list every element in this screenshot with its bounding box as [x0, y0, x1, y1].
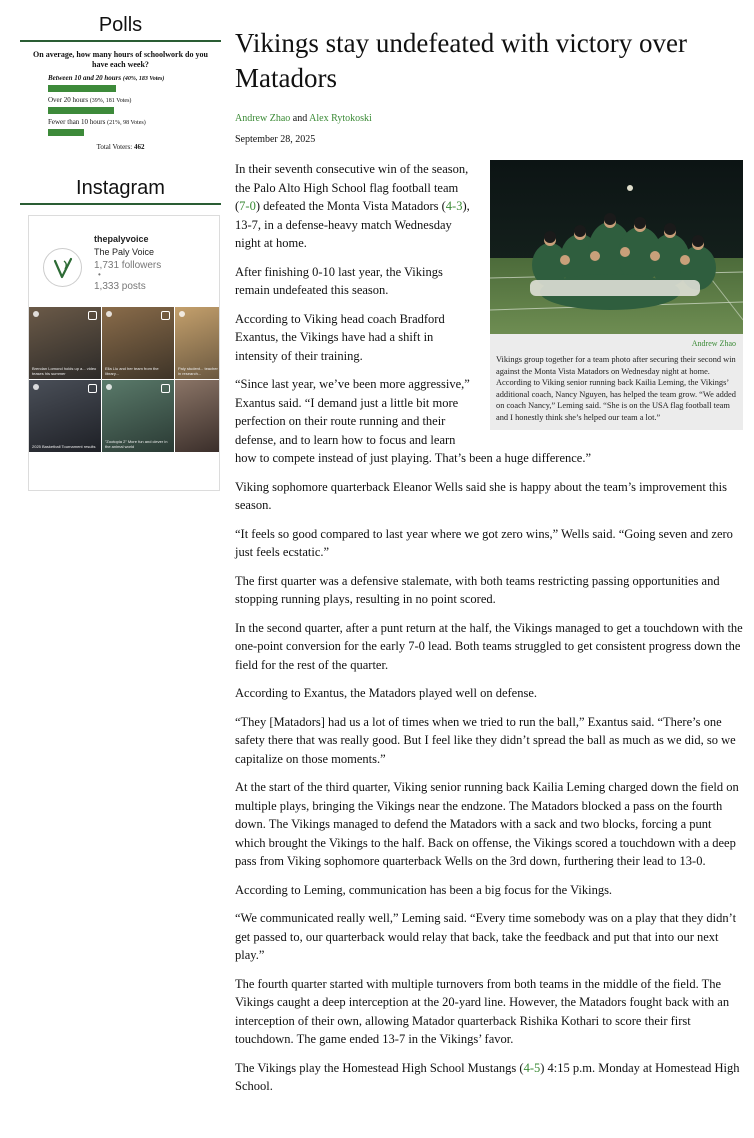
poll-answer	[48, 118, 215, 136]
instagram-posts: 1,333 posts	[94, 281, 146, 292]
lead-text: ), 13-7, in a defense-heavy match Wednesday night at home.	[235, 199, 470, 250]
closing-paragraph	[235, 1059, 743, 1096]
instagram-corner-logo-icon	[179, 311, 185, 317]
instagram-post-tile[interactable]	[102, 307, 174, 379]
team-record-link[interactable]: 4-3	[445, 199, 463, 213]
poll-question: On average, how many hours of schoolwork do you have each week?	[33, 50, 208, 69]
carousel-icon	[161, 384, 170, 393]
article-figure	[490, 160, 743, 430]
instagram-widget	[20, 177, 221, 491]
instagram-post-tile[interactable]	[29, 380, 101, 452]
instagram-post-caption: Ella Liu and her team from the library...	[105, 366, 159, 376]
instagram-corner-logo-icon	[106, 311, 112, 317]
body-paragraph: After finishing 0-10 last year, the Vikings remain undefeated this season.	[235, 264, 443, 297]
body-paragraph: “Since last year, we’ve been more aggressive,” Exantus said. “I demand just a little bit more perfection on their route running and their defense, and to learn how to focus and learn how to compete instead of just playing. That’s been a huge difference.”	[235, 377, 592, 465]
poll-answer-detail: (21%, 98 Votes)	[107, 120, 146, 126]
instagram-followers: 1,731 followers	[94, 260, 162, 271]
poll-answer-label	[48, 74, 215, 84]
poll-bar	[48, 129, 84, 136]
lead-text: ) defeated the Monta Vista Matadors (	[255, 199, 446, 213]
poll-answer-detail: (39%, 181 Votes)	[89, 98, 132, 104]
lead-text: In their seventh consecutive win of the season, the Palo Alto High School flag football team (	[235, 162, 469, 213]
publish-date: September 28, 2025	[235, 134, 316, 145]
photo-caption: Vikings group together for a team photo after securing their second win against the Monta Vista Matadors on Wednesday night at home. According to Viking senior running back Kailia Leming, the Vikings’ additional coach, Nancy Nguyen, has helped the team grow. “We added on coach Nancy,” Leming said. “She is on the USA flag football team and I honestly think she’s helped our team a lot.”	[496, 355, 736, 422]
instagram-post-tile[interactable]	[102, 380, 174, 452]
paly-voice-logo[interactable]	[43, 248, 82, 287]
article-body	[235, 160, 743, 1096]
instagram-post-tile[interactable]	[175, 380, 219, 452]
body-paragraph: “We communicated really well,” Leming said. “Every time somebody was on a play that they didn’t get passed to, our quarterback would relay that back, take the feedback and put that into our next play.”	[235, 911, 737, 962]
photo-credit[interactable]: Andrew Zhao	[691, 339, 736, 348]
instagram-handle[interactable]: thepalyvoice	[94, 234, 149, 244]
poll-bar	[48, 107, 114, 114]
sidebar	[20, 14, 221, 491]
instagram-post-caption: "Zootopia 2" More fun and clever in the animal world	[105, 439, 168, 449]
body-paragraph: Viking sophomore quarterback Eleanor Wells said she is happy about the team’s improvement this season.	[235, 479, 727, 512]
poll	[20, 42, 221, 151]
body-paragraph: According to Exantus, the Matadors played well on defense.	[235, 686, 537, 700]
byline	[235, 113, 743, 124]
instagram-corner-logo-icon	[33, 384, 39, 390]
poll-answer-label	[48, 118, 215, 128]
carousel-icon	[161, 311, 170, 320]
author-link[interactable]: Andrew Zhao	[235, 113, 291, 124]
body-paragraph: “They [Matadors] had us a lot of times when we tried to run the ball,” Exantus said. “There’s one safety there that was really good. But I feel like they didn’t spread the ball as much as we did, so we capitalize on those moments.”	[235, 714, 736, 766]
instagram-info	[94, 234, 161, 292]
poll-answer-text: Between 10 and 20 hours	[48, 74, 122, 82]
instagram-profile[interactable]	[29, 216, 219, 292]
instagram-card[interactable]	[28, 215, 220, 491]
body-paragraph: The first quarter was a defensive stalemate, with both teams restricting passing opportunities and stopping running plays, resulting in no point scored.	[235, 573, 720, 606]
team-record-link[interactable]: 4-5	[523, 1060, 541, 1075]
poll-answer-text: Fewer than 10 hours	[48, 118, 106, 126]
byline-joiner: and	[290, 113, 310, 124]
article	[235, 26, 743, 1106]
poll-answer	[48, 96, 215, 114]
team-record-link[interactable]: 7-0	[239, 199, 256, 213]
instagram-post-caption: Paly student... teacher in research...	[178, 366, 218, 376]
body-paragraph: According to Viking head coach Bradford Exantus, the Vikings have had a shift in intensity of their training.	[235, 311, 445, 363]
instagram-post-tile[interactable]	[29, 307, 101, 379]
carousel-icon	[88, 311, 97, 320]
carousel-icon	[88, 384, 97, 393]
poll-answer	[48, 74, 215, 92]
polls-widget	[20, 14, 221, 151]
instagram-post-caption: 2025 Basketball Tournament results	[32, 444, 96, 449]
body-paragraph: According to Leming, communication has been a big focus for the Vikings.	[235, 882, 613, 897]
instagram-corner-logo-icon	[106, 384, 112, 390]
instagram-corner-logo-icon	[33, 311, 39, 317]
poll-answer-detail: (40%, 183 Votes)	[122, 76, 165, 82]
instagram-post-tile[interactable]	[175, 307, 219, 379]
poll-answer-text: Over 20 hours	[48, 96, 89, 104]
poll-total	[26, 143, 215, 151]
closing-text: The Vikings play the Homestead High School Mustangs (	[235, 1060, 524, 1075]
instagram-title: Instagram	[20, 177, 221, 205]
instagram-post-caption: Brendan Lomond holds up a... video teases his summer	[32, 366, 97, 376]
article-headline: Vikings stay undefeated with victory over Matadors	[235, 28, 688, 93]
author-link[interactable]: Alex Rytokoski	[309, 113, 372, 124]
instagram-grid	[29, 307, 219, 452]
instagram-separator-dot: •	[98, 270, 101, 279]
body-paragraph: In the second quarter, after a punt return at the half, the Vikings managed to get a touchdown with the one-point conversion for the early 7-0 lead. Both teams struggled to get consistent progress down the field for the rest of the quarter.	[235, 620, 743, 672]
body-paragraph: At the start of the third quarter, Viking senior running back Kailia Leming charged down the field on multiple plays, bringing the Vikings near the endzone. The Matadors blocked a pass on the fourth down. The Vikings managed to defend the Matadors with a sack and two blocks, forcing a punt which brought the Vikings to the half. Back on offense, the Vikings scored a touchdown with a deep pass from Viking sophomore quarterback Wells on the 3rd down, furthering their lead to 13-0.	[235, 780, 739, 868]
team-photo[interactable]	[490, 160, 743, 334]
body-paragraph: “It feels so good compared to last year where we got zero wins,” Wells said. “Going seven and zero just feels ecstatic.”	[235, 526, 733, 559]
poll-total-label: Total Voters:	[96, 143, 133, 151]
poll-bar	[48, 85, 116, 92]
poll-total-value: 462	[133, 143, 145, 151]
instagram-name: The Paly Voice	[94, 247, 155, 257]
polls-title: Polls	[20, 14, 221, 42]
v-logo-icon	[50, 255, 76, 281]
closing-text: ) 4:15 p.m. Monday at Homestead High School.	[235, 1060, 740, 1093]
body-paragraph: The fourth quarter started with multiple turnovers from both teams in the middle of the field. The Vikings caught a deep interception at the 20-yard line. However, the Matadors fought back with an interception of their own, allowing Matador quarterback Rishika Kothari to score their first touchdown. The game ended 13-7 in the Vikings’ favor.	[235, 976, 730, 1046]
poll-answer-label	[48, 96, 215, 106]
